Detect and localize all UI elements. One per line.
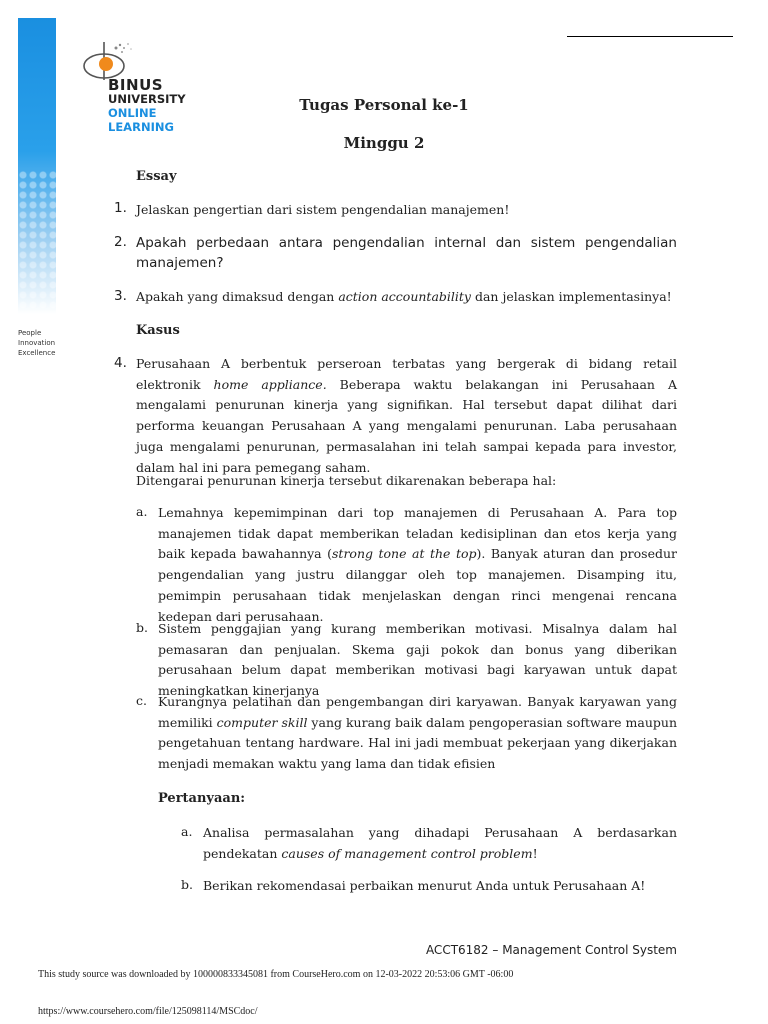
binus-logo [72,36,192,146]
cause-c-text: Kurangnya pelatihan dan pengembangan diri karyawan. Banyak karyawan yang memiliki computer skill yang kurang baik dalam pengoperasian software maupun pengetahuan tentang hardware. Hal ini jadi membuat pekerjaan yang dikerjakan menjadi memakan waktu yang lama dan tidak efisien [158,694,678,772]
cause-a-marker: a. [136,504,148,519]
q1-number: 1. [114,200,127,216]
q1-text: Jelaskan pengertian dari sistem pengendalian manajemen! [136,202,510,217]
question-a-marker: a. [181,824,193,839]
logo-university: UNIVERSITY [108,92,186,106]
download-notice: This study source was downloaded by 100000833345081 from CourseHero.com on 12-03-2022 20:53:06 GMT -06:00 [38,969,514,980]
sidebar-pattern [18,170,56,310]
question-b-text: Berikan rekomendasai perbaikan menurut Anda untuk Perusahaan A! [203,878,646,893]
cause-b-marker: b. [136,620,148,635]
case-paragraph: Perusahaan A berbentuk perseroan terbatas yang bergerak di bidang retail elektronik home appliance. Beberapa waktu belakangan ini Perusahaan A mengalami penurunan kinerja yang signifikan. Hal tersebut dapat dilihat dari performa keuangan Perusahaan A yang mengalami penurunan. Laba perusahaan juga mengalami penurunan, permasalahan ini telah sampai kepada para investor, dalam hal ini para pemegang saham. [136,356,677,475]
page-title: Tugas Personal ke-1 [299,96,469,114]
logo-learning: LEARNING [108,120,174,134]
slogan: People Innovation Excellence [18,329,56,357]
course-footer: ACCT6182 – Management Control System [425,943,677,957]
week-title: Minggu 2 [343,134,425,152]
pertanyaan-heading: Pertanyaan: [158,791,246,806]
essay-heading: Essay [136,169,177,184]
question-b-marker: b. [181,877,193,892]
cause-a-text: Lemahnya kepemimpinan dari top manajemen di Perusahaan A. Para top manajemen tidak dapat memberikan teladan kedisiplinan dan etos kerja yang baik kepada bawahannya (strong tone at the top). Banyak aturan dan prosedur pengendalian yang justru dilanggar oleh top manajemen. Disamping itu, pemimpin perusahaan tidak menjelaskan dengan rinci mengenai rencana kedepan dari perusahaan. [158,505,677,624]
logo-binus: BINUS [108,76,164,94]
kasus-heading: Kasus [136,323,180,338]
cause-c-marker: c. [136,693,147,708]
source-url[interactable]: https://www.coursehero.com/file/125098114/MSCdoc/ [38,1006,258,1017]
q2-number: 2. [114,234,127,250]
causes-intro: Ditengarai penurunan kinerja tersebut dikarenakan beberapa hal: [136,473,557,488]
cause-b-text: Sistem penggajian yang kurang memberikan motivasi. Misalnya dalam hal pemasaran dan penjualan. Skema gaji pokok dan bonus yang diberikan perusahaan belum dapat memberikan motivasi bagi karyawan untuk dapat meningkatkan kinerjanya [158,621,677,699]
question-a-text: Analisa permasalahan yang dihadapi Perusahaan A berdasarkan pendekatan causes of management control problem! [203,825,677,861]
q3-number: 3. [114,288,127,304]
signature-line [567,36,733,37]
q3-text: Apakah yang dimaksud dengan action accountability dan jelaskan implementasinya! [136,289,672,304]
q4-number: 4. [114,355,127,371]
logo-online: ONLINE [108,106,157,120]
q2-text: Apakah perbedaan antara pengendalian internal dan sistem pengendalian manajemen? [136,235,677,271]
